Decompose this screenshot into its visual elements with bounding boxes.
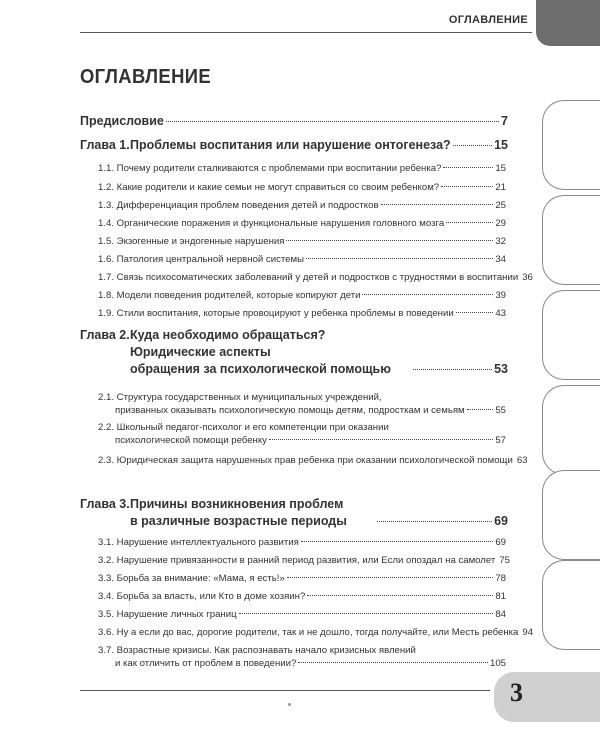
toc-section-3-2[interactable] <box>98 554 510 567</box>
side-tab-4 <box>542 385 600 475</box>
toc-section-1-3[interactable] <box>98 199 506 212</box>
page-ref: 7 <box>501 114 508 128</box>
page-ref: 69 <box>495 537 506 548</box>
leader-dots <box>362 294 493 295</box>
section-title: 1.5. Экзогенные и эндогенные нарушения <box>98 236 285 247</box>
toc-section-3-4[interactable] <box>98 590 506 603</box>
leader-dots <box>413 369 492 370</box>
leader-dots <box>441 186 493 187</box>
page-ref: 94 <box>522 627 534 638</box>
chapter-label: Глава 3. <box>80 497 130 511</box>
toc-section-1-4[interactable] <box>98 217 506 230</box>
section-title: 2.1. Структура государственных и муниципальных учреждений, <box>98 392 382 403</box>
section-title: 3.4. Борьба за власть, или Кто в доме хозяин? <box>98 591 306 602</box>
header-tab <box>536 0 600 46</box>
chapter-title-line: Юридические аспекты <box>130 345 271 359</box>
toc-chapter-1[interactable] <box>80 137 508 154</box>
preface-title: Предисловие <box>80 114 164 128</box>
header-rule <box>80 32 532 33</box>
toc-section-1-9[interactable] <box>98 307 506 320</box>
toc-section-3-1[interactable] <box>98 536 506 549</box>
section-title: 2.2. Школьный педагог-психолог и его компетенции при оказании <box>98 422 389 433</box>
print-mark <box>288 703 291 706</box>
leader-dots <box>286 240 493 241</box>
page-ref: 39 <box>495 290 506 301</box>
page-ref: 69 <box>494 514 508 528</box>
page-ref: 29 <box>495 218 506 229</box>
toc-section-3-7[interactable] <box>98 644 506 670</box>
section-title-cont: и как отличить от проблем в поведении? <box>115 658 297 669</box>
page-ref: 57 <box>495 435 506 446</box>
section-title-cont: психологической помощи ребенку <box>115 435 267 446</box>
toc-section-2-2[interactable] <box>98 421 506 447</box>
leader-dots <box>301 541 493 542</box>
page-ref: 43 <box>495 308 506 319</box>
chapter-title-line: Куда необходимо обращаться? <box>130 328 326 342</box>
page-number: 3 <box>510 678 523 707</box>
toc-section-3-5[interactable] <box>98 608 506 621</box>
side-tab-2 <box>542 195 600 285</box>
page-ref: 25 <box>495 200 506 211</box>
toc-section-1-1[interactable] <box>98 162 506 175</box>
leader-dots <box>269 439 493 440</box>
section-title: 1.3. Дифференциация проблем поведения детей и подростков <box>98 200 379 211</box>
toc-section-1-8[interactable] <box>98 289 506 302</box>
chapter-title-line: обращения за психологической помощью <box>130 362 391 376</box>
toc-section-3-6[interactable] <box>98 626 534 639</box>
page-ref: 21 <box>495 182 506 193</box>
page-ref: 15 <box>495 163 506 174</box>
section-title: 3.7. Возрастные кризисы. Как распознавать начало кризисных явлений <box>98 645 416 656</box>
section-title: 1.8. Модели поведения родителей, которые копируют дети <box>98 290 361 301</box>
section-title: 1.7. Связь психосоматических заболеваний у детей и подростков с трудностями в воспитании <box>98 272 519 283</box>
chapter-label: Глава 2. <box>80 328 130 342</box>
leader-dots <box>467 409 494 410</box>
side-tab-3 <box>542 290 600 380</box>
section-title: 1.6. Патология центральной нервной системы <box>98 254 304 265</box>
toc-section-2-1[interactable] <box>98 391 506 417</box>
leader-dots <box>239 613 494 614</box>
toc-section-1-2[interactable] <box>98 181 506 194</box>
side-tab-5 <box>542 470 600 560</box>
section-title: 3.5. Нарушение личных границ <box>98 609 237 620</box>
section-title: 1.9. Стили воспитания, которые провоцируют у ребенка проблемы в поведении <box>98 308 454 319</box>
leader-dots <box>166 121 499 122</box>
leader-dots <box>287 577 494 578</box>
page-ref: 105 <box>489 658 506 669</box>
toc-chapter-2[interactable] <box>80 327 508 378</box>
page-ref: 36 <box>522 272 533 283</box>
page-ref: 53 <box>494 362 508 376</box>
toc-section-1-6[interactable] <box>98 253 506 266</box>
leader-dots <box>456 312 494 313</box>
section-title: 2.3. Юридическая защита нарушенных прав ребенка при оказании психологической помощи <box>98 455 513 466</box>
leader-dots <box>381 204 494 205</box>
page-ref: 34 <box>495 254 506 265</box>
toc-chapter-3[interactable] <box>80 496 508 530</box>
toc-section-1-5[interactable] <box>98 235 506 248</box>
section-title-cont: призванных оказывать психологическую помощь детям, подросткам и семьям <box>115 405 465 416</box>
leader-dots <box>377 521 492 522</box>
page-ref: 63 <box>516 455 528 466</box>
page-ref: 15 <box>494 138 508 152</box>
section-title: 1.1. Почему родители сталкиваются с проблемами при воспитании ребенка? <box>98 163 442 174</box>
running-head: ОГЛАВЛЕНИЕ <box>448 14 528 26</box>
page-ref: 32 <box>495 236 506 247</box>
page-ref: 55 <box>495 405 506 416</box>
section-title: 3.1. Нарушение интеллектуального развития <box>98 537 299 548</box>
chapter-title-line: в различные возрастные периоды <box>130 514 347 528</box>
chapter-label: Глава 1. <box>80 138 130 152</box>
leader-dots <box>453 145 492 146</box>
toc-preface[interactable] <box>80 113 508 130</box>
section-title: 1.2. Какие родители и какие семьи не могут справиться со своим ребенком? <box>98 182 440 193</box>
page-ref: 75 <box>499 555 510 566</box>
toc-section-2-3[interactable] <box>98 454 528 467</box>
footer-rule <box>80 690 490 691</box>
leader-dots <box>443 167 493 168</box>
leader-dots <box>307 595 493 596</box>
side-tab-6 <box>542 560 600 650</box>
toc-section-1-7[interactable] <box>98 271 533 284</box>
page-ref: 84 <box>495 609 506 620</box>
page-ref: 78 <box>495 573 506 584</box>
toc-title: ОГЛАВЛЕНИЕ <box>80 66 211 88</box>
section-title: 3.6. Ну а если до вас, дорогие родители, так и не дошло, тогда получайте, или Месть ребенка <box>98 627 519 638</box>
leader-dots <box>298 662 488 663</box>
chapter-title: Проблемы воспитания или нарушение онтогенеза? <box>130 138 451 152</box>
page-ref: 81 <box>495 591 506 602</box>
leader-dots <box>446 222 493 223</box>
side-tab-1 <box>542 100 600 190</box>
toc-section-3-3[interactable] <box>98 572 506 585</box>
chapter-title-line: Причины возникновения проблем <box>130 497 344 511</box>
section-title: 3.2. Нарушение привязанности в ранний период развития, или Если опоздал на самолет <box>98 555 496 566</box>
leader-dots <box>306 258 493 259</box>
section-title: 1.4. Органические поражения и функциональные нарушения головного мозга <box>98 218 445 229</box>
section-title: 3.3. Борьба за внимание: «Мама, я есть!» <box>98 573 285 584</box>
